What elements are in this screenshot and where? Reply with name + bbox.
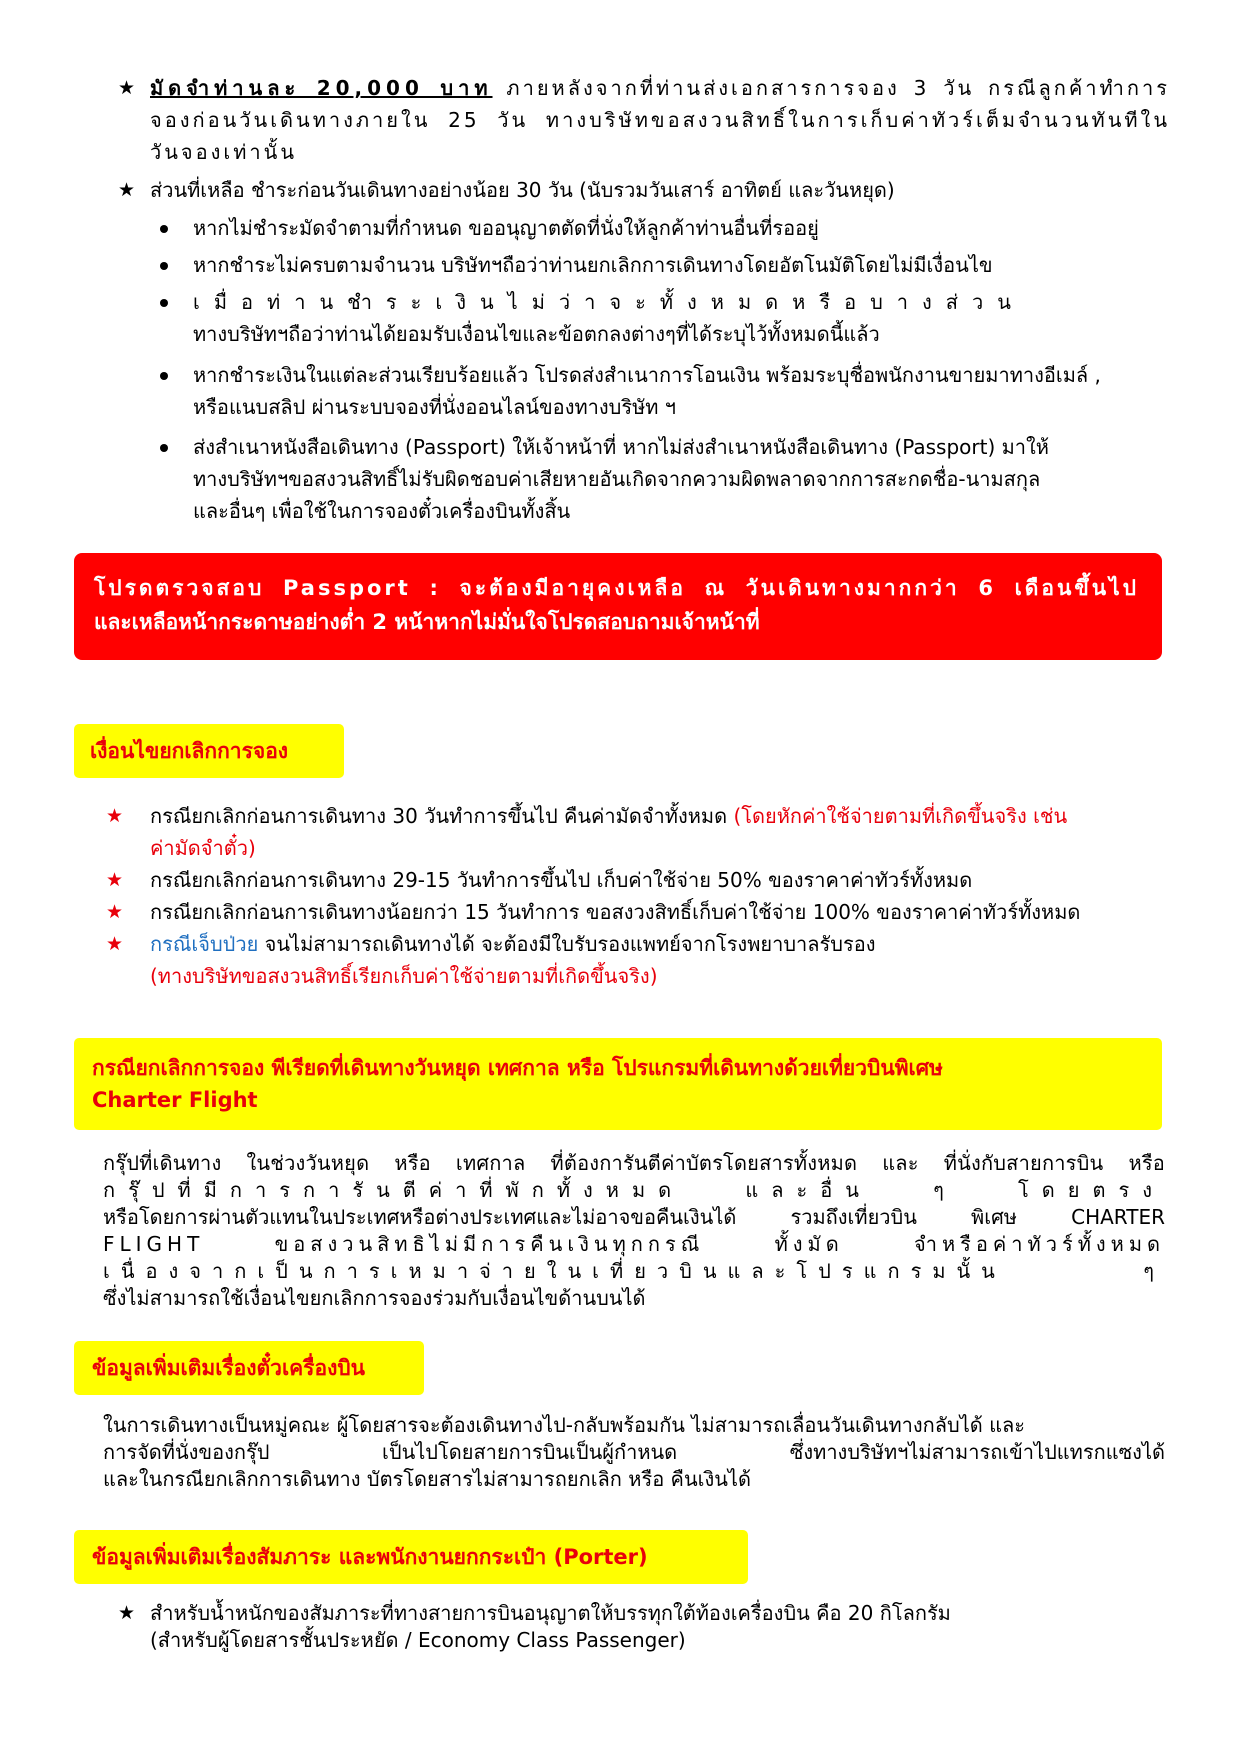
star-bullet-icon: ★	[106, 805, 124, 827]
baggage-line-2: (สำหรับผู้โดยสารชั้นประหยัด / Economy Class Passenger)	[150, 1628, 686, 1652]
ticket-heading-box	[74, 1341, 424, 1395]
charter-line-5: เนื่องจากเป็นการเหมาจ่ายในเที่ยวบินและโปรแกรมนั้น ๆ	[103, 1259, 1165, 1283]
deposit-amount: มัดจำท่านละ 20,000 บาท	[150, 76, 493, 100]
remain-bullet-4: หากชำระเงินในแต่ละส่วนเรียบร้อยแล้ว โปรดส่งสำเนาการโอนเงิน พร้อมระบุชื่อพนักงานขายมาทางอีเมล์ ,	[193, 363, 1101, 387]
cancel-item-1-text: กรณียกเลิกก่อนการเดินทาง 30 วันทำการขึ้นไป คืนค่ามัดจำทั้งหมด	[150, 804, 734, 828]
star-bullet-icon: ★	[118, 1602, 136, 1624]
deposit-text: ภายหลังจากที่ท่านส่งเอกสารการจอง 3 วัน กรณีลูกค้าทำการจองก่อนวันเดินทางภายใน 25 วัน ทางบริษัทขอสงวนสิทธิ์ในการเก็บค่าทัวร์เต็มจำนวนทันทีในวันจองเท่านั้น	[150, 76, 1170, 164]
baggage-line-1: สำหรับน้ำหนักของสัมภาระที่ทางสายการบินอนุญาตให้บรรทุกใต้ท้องเครื่องบิน คือ 20 กิโลกรัม	[150, 1601, 951, 1625]
cancel-item-1-note-cont: ค่ามัดจำตั๋ว)	[150, 836, 256, 860]
passport-notice-line2: และเหลือหน้ากระดาษอย่างต่ำ 2 หน้าหากไม่มั่นใจโปรดสอบถามเจ้าหน้าที่	[94, 610, 760, 634]
remain-bullet-1: หากไม่ชำระมัดจำตามที่กำหนด ขออนุญาตตัดที่นั่งให้ลูกค้าท่านอื่นที่รออยู่	[193, 216, 819, 240]
remain-bullet-5-cont2: และอื่นๆ เพื่อใช้ในการจองตั๋วเครื่องบินทั้งสิ้น	[193, 499, 571, 523]
cancel-item-2: กรณียกเลิกก่อนการเดินทาง 29-15 วันทำการขึ้นไป เก็บค่าใช้จ่าย 50% ของราคาค่าทัวร์ทั้งหมด	[150, 868, 973, 892]
cancel-item-4-sick: กรณีเจ็บป่วย	[150, 932, 259, 956]
charter-line-1: กรุ๊ปที่เดินทาง ในช่วงวันหยุด หรือ เทศกาล ที่ต้องการันตีค่าบัตรโดยสารทั้งหมด และ ที่นั่งกับสายการบิน หรือ	[103, 1151, 1165, 1175]
star-bullet-icon: ★	[106, 869, 124, 891]
ticket-heading: ข้อมูลเพิ่มเติมเรื่องตั๋วเครื่องบิน	[92, 1356, 366, 1380]
baggage-heading: ข้อมูลเพิ่มเติมเรื่องสัมภาระ และพนักงานยกกระเป๋า (Porter)	[92, 1545, 648, 1569]
bullet-dot-icon	[160, 444, 168, 452]
bullet-dot-icon	[160, 372, 168, 380]
cancel-item-4	[150, 928, 1170, 960]
ticket-line-1: ในการเดินทางเป็นหมู่คณะ ผู้โดยสารจะต้องเดินทางไป-กลับพร้อมกัน ไม่สามารถเลื่อนวันเดินทางกลับได้ และ	[103, 1413, 1025, 1437]
star-bullet-icon: ★	[106, 901, 124, 923]
ticket-line-3: และในกรณียกเลิกการเดินทาง บัตรโดยสารไม่สามารถยกเลิก หรือ คืนเงินได้	[103, 1467, 751, 1491]
cancel-item-1-note: (โดยหักค่าใช้จ่ายตามที่เกิดขึ้นจริง เช่น	[733, 804, 1068, 828]
passport-notice-box	[74, 553, 1162, 660]
cancel-item-4-note: (ทางบริษัทขอสงวนสิทธิ์เรียกเก็บค่าใช้จ่ายตามที่เกิดขึ้นจริง)	[150, 964, 658, 988]
cancel-item-1	[150, 800, 1170, 832]
deposit-paragraph	[150, 72, 1170, 168]
remain-bullet-4-cont: หรือแนบสลิป ผ่านระบบจองที่นั่งออนไลน์ของทางบริษัท ฯ	[193, 395, 677, 419]
charter-heading-line2: Charter Flight	[92, 1088, 258, 1112]
charter-heading-line1: กรณียกเลิกการจอง พีเรียดที่เดินทางวันหยุด เทศกาล หรือ โปรแกรมที่เดินทางด้วยเที่ยวบินพิเศษ	[92, 1056, 943, 1080]
remain-text: ส่วนที่เหลือ ชำระก่อนวันเดินทางอย่างน้อย 30 วัน (นับรวมวันเสาร์ อาทิตย์ และวันหยุด)	[150, 178, 895, 202]
star-bullet-icon: ★	[118, 77, 136, 99]
bullet-dot-icon	[160, 299, 168, 307]
remain-bullet-3: เมื่อท่านชำระเงินไม่ว่าจะทั้งหมดหรือบางส่วน	[193, 290, 1025, 314]
bullet-dot-icon	[160, 225, 168, 233]
cancel-heading: เงื่อนไขยกเลิกการจอง	[90, 739, 289, 763]
charter-line-4: FLIGHT ขอสงวนสิทธิไม่มีการคืนเงินทุกกรณี ทั้งมัด จำหรือค่าทัวร์ทั้งหมด	[103, 1232, 1165, 1256]
remain-bullet-5-cont: ทางบริษัทฯขอสงวนสิทธิ์ไม่รับผิดชอบค่าเสียหายอันเกิดจากความผิดพลาดจากการสะกดชื่อ-นามสกุล	[193, 467, 1041, 491]
charter-heading-box	[74, 1038, 1162, 1130]
remain-bullet-2: หากชำระไม่ครบตามจำนวน บริษัทฯถือว่าท่านยกเลิกการเดินทางโดยอัตโนมัติโดยไม่มีเงื่อนไข	[193, 253, 993, 277]
charter-line-6: ซึ่งไม่สามารถใช้เงื่อนไขยกเลิกการจองร่วมกับเงื่อนไขด้านบนได้	[103, 1286, 646, 1310]
remain-bullet-3-cont: ทางบริษัทฯถือว่าท่านได้ยอมรับเงื่อนไขและข้อตกลงต่างๆที่ได้ระบุไว้ทั้งหมดนี้แล้ว	[193, 322, 880, 346]
charter-line-2: กรุ๊ปที่มีการการันตีค่าที่พักทั้งหมด และอื่น ๆ โดยตรง	[103, 1178, 1165, 1202]
star-bullet-icon: ★	[106, 933, 124, 955]
star-bullet-icon: ★	[118, 179, 136, 201]
cancel-heading-box	[74, 724, 344, 778]
charter-line-3: หรือโดยการผ่านตัวแทนในประเทศหรือต่างประเทศและไม่อาจขอคืนเงินได้ รวมถึงเที่ยวบิน พิเศษ CHARTER	[103, 1205, 1165, 1229]
bullet-dot-icon	[160, 262, 168, 270]
passport-notice-line1: โปรดตรวจสอบ Passport : จะต้องมีอายุคงเหลือ ณ วันเดินทางมากกว่า 6 เดือนขึ้นไป	[94, 576, 1139, 600]
cancel-item-3: กรณียกเลิกก่อนการเดินทางน้อยกว่า 15 วันทำการ ขอสงวงสิทธิ์เก็บค่าใช้จ่าย 100% ของราคาค่าทัวร์ทั้งหมด	[150, 900, 1081, 924]
ticket-line-2: การจัดที่นั่งของกรุ๊ป เป็นไปโดยสายการบินเป็นผู้กำหนด ซึ่งทางบริษัทฯไม่สามารถเข้าไปแทรกแซงได้	[103, 1440, 1165, 1464]
cancel-item-4-text: จนไม่สามารถเดินทางได้ จะต้องมีใบรับรองแพทย์จากโรงพยาบาลรับรอง	[258, 932, 876, 956]
baggage-heading-box	[74, 1530, 748, 1584]
remain-bullet-5: ส่งสำเนาหนังสือเดินทาง (Passport) ให้เจ้าหน้าที่ หากไม่ส่งสำเนาหนังสือเดินทาง (Passport) มาให้	[193, 435, 1049, 459]
